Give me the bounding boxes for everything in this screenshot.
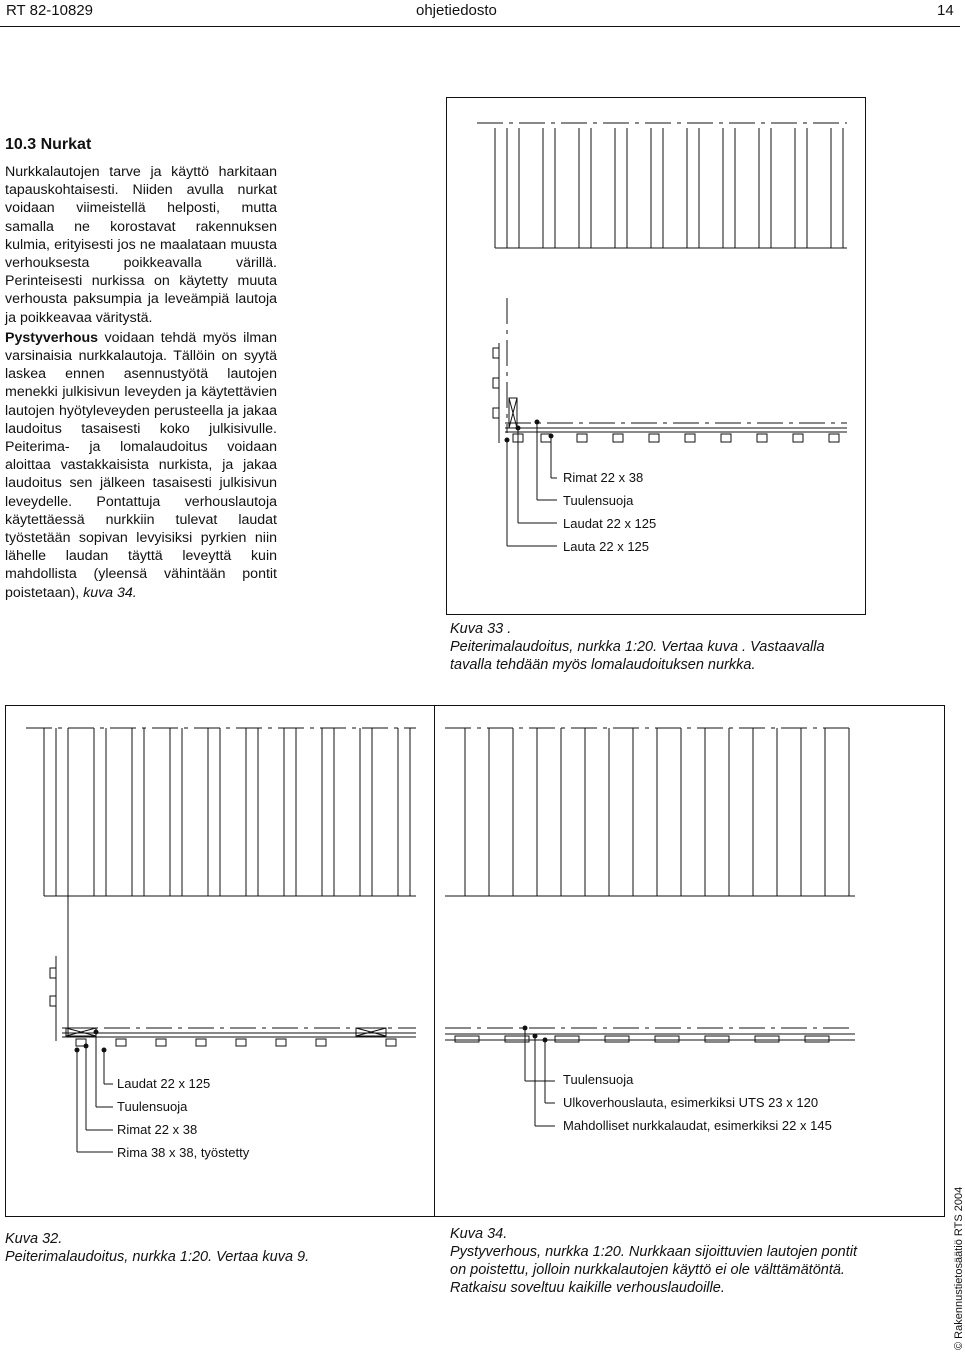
paragraph-2 [5,329,277,602]
fig32-label-tuulensuoja: Tuulensuoja [117,1099,188,1114]
paragraph-2-ref: kuva 34. [83,584,137,601]
figure-32-text: Peiterimalaudoitus, nurkka 1:20. Vertaa kuva 9. [5,1249,310,1265]
figure-34-caption [450,1225,870,1297]
fig32-label-rimat: Rimat 22 x 38 [117,1122,198,1137]
section-title: 10.3 Nurkat [5,136,92,153]
fig32-label-laudat: Laudat 22 x 125 [117,1076,211,1091]
paragraph-2-lead: Pystyverhous [5,329,99,346]
fig34-label-nurkkalaudat: Mahdolliset nurkkalaudat, esimerkiksi 22 x 145 [563,1118,832,1133]
figure-34-text: Pystyverhous, nurkka 1:20. Nurkkaan sijoittuvien lautojen pontit on poistettu, jolloin nurkkalautojen käyttö ei ole välttämätöntä. Ratkaisu soveltuu kaikille verhouslaudoille. [450,1244,858,1296]
fig33-label-tuulensuoja: Tuulensuoja [563,493,634,508]
fig33-label-rimat: Rimat 22 x 38 [563,470,644,485]
figure-34-drawing [435,706,945,1218]
fig34-label-ulkoverhouslauta: Ulkoverhouslauta, esimerkiksi UTS 23 x 120 [563,1095,819,1110]
body-text [5,163,277,604]
figure-33-number: Kuva 33 . [450,621,512,637]
page-number: 14 [937,2,954,19]
figure-33-frame [446,97,866,615]
header-rule [0,26,960,27]
figure-33-caption [450,620,870,674]
figure-32-frame [5,705,435,1217]
copyright-notice: © Rakennustietosäätiö RTS 2004 [953,1186,965,1350]
fig34-label-tuulensuoja: Tuulensuoja [563,1072,634,1087]
paragraph-1: Nurkkalautojen tarve ja käyttö harkitaan tapauskohtaisesti. Niiden avulla nurkat voidaan viimeistellä helposti, mutta samalla ne korostavat rakennuksen kulmia, erityisesti jos ne maalataan muusta verhouksesta poikkeavalla värillä. Perinteisesti nurkissa on käytetty muuta verhousta paksumpia ja leveämpiä lautoja ja poikkeavaa väritystä. [5,164,277,326]
figure-32-drawing [6,706,436,1218]
figure-33-drawing [447,98,867,616]
figure-32-caption [5,1230,425,1266]
paragraph-2-body: voidaan tehdä myös ilman varsinaisia nurkkalautoja. Tällöin on syytä laskea ennen asennustyötä lautojen menekki julkisivun leveyden ja käytettävien lautojen hyötyleveyden perusteella ja jakaa laudoitus tasaisesti koko julkisivulle. Peiterima- ja lomalaudoitus voidaan aloittaa vastakkaisista nurkista, ja jakaa laudoitus sen jälkeen tasaisesti julkisivun leveydelle. Pontattuja verhouslautoja käytettäessä nurkkiin tulevat laudat työstetään sopivan levyisiksi pyrkien niin lähelle laudan täyttä leveyttä kuin mahdollista (yleensä vähintään pontit poistetaan), [5,329,277,601]
figure-34-frame [435,705,945,1217]
doc-code: RT 82-10829 [6,2,94,19]
fig32-label-rima: Rima 38 x 38, työstetty [117,1145,250,1160]
doc-type: ohjetiedosto [416,2,497,19]
fig33-label-lauta: Lauta 22 x 125 [563,539,650,554]
figure-32-number: Kuva 32. [5,1231,63,1247]
figure-34-number: Kuva 34. [450,1226,508,1242]
fig33-label-laudat: Laudat 22 x 125 [563,516,657,531]
figure-33-text: Peiterimalaudoitus, nurkka 1:20. Vertaa kuva . Vastaavalla tavalla tehdään myös lomalaudoituksen nurkka. [450,639,825,673]
